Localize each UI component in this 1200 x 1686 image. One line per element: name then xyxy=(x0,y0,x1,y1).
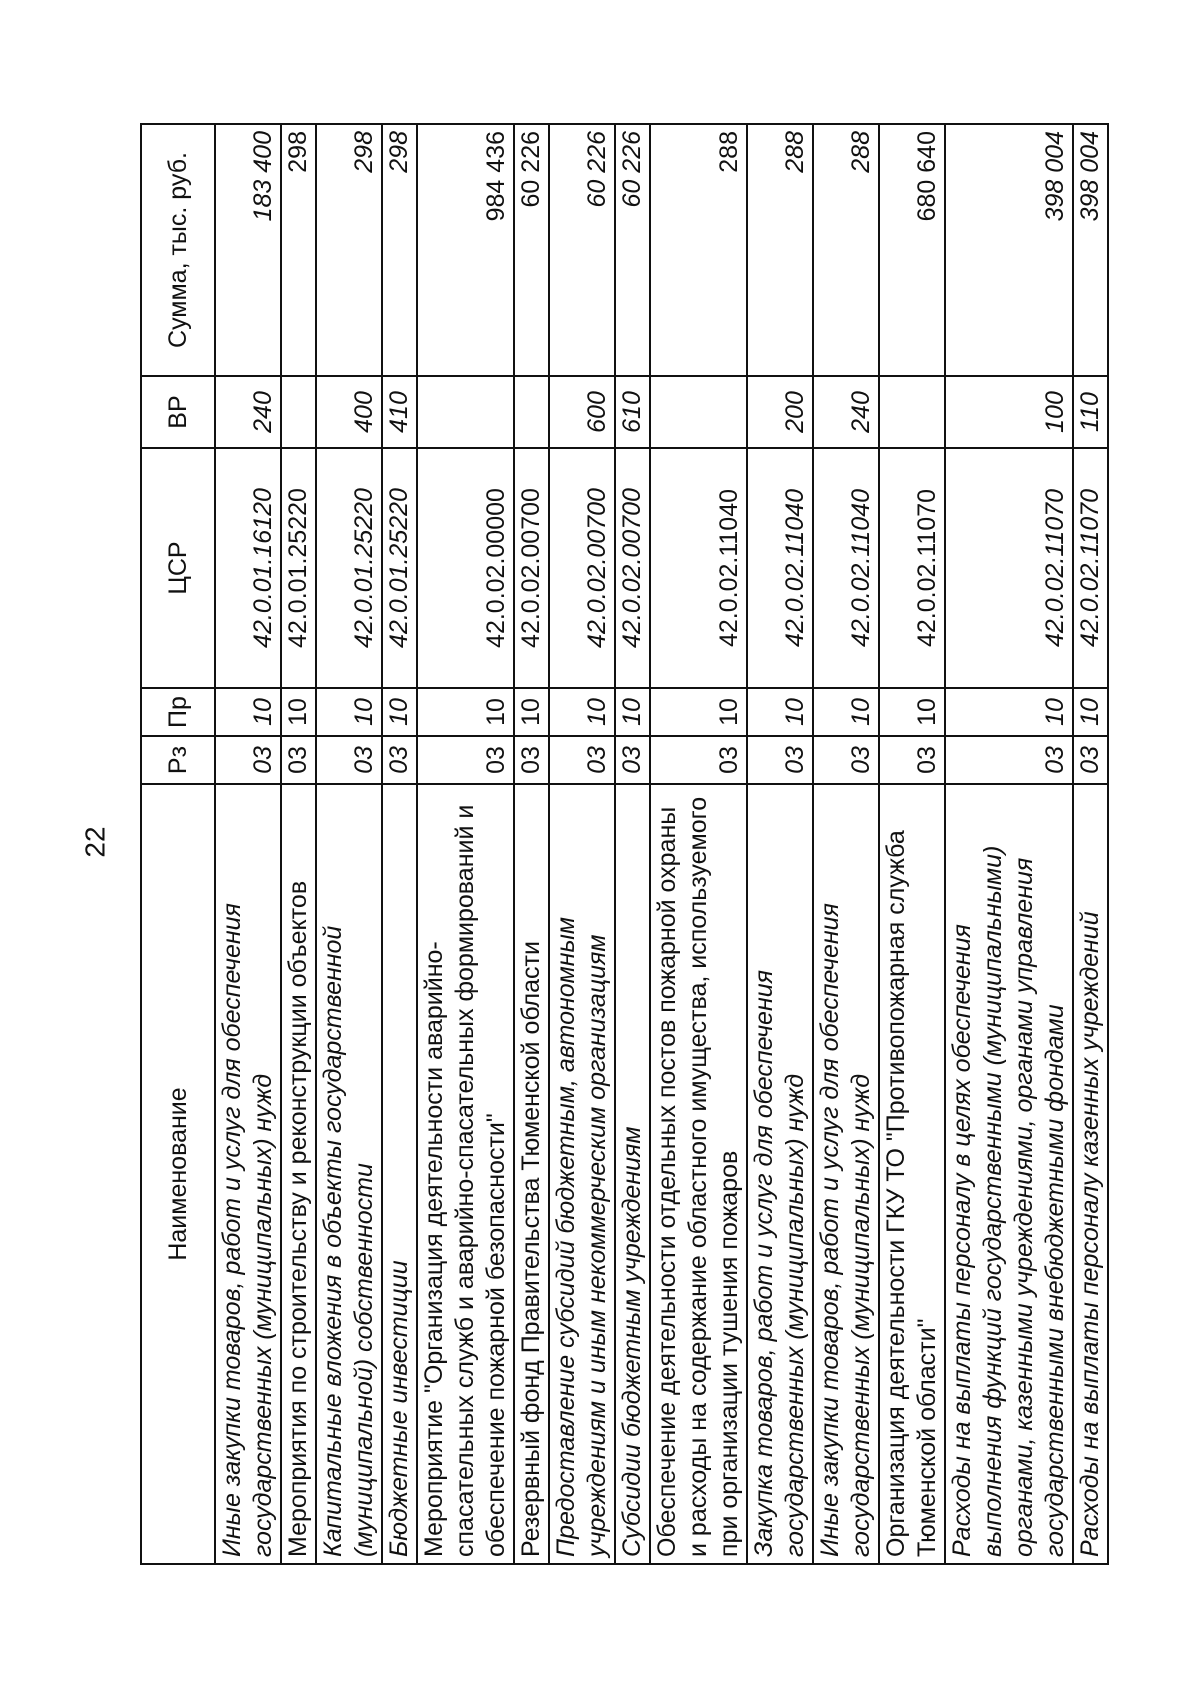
cell-csr: 42.0.01.25220 xyxy=(316,448,382,688)
cell-sum: 60 226 xyxy=(514,124,549,376)
table-row xyxy=(879,124,945,1564)
table-row xyxy=(417,124,514,1564)
cell-sum: 60 226 xyxy=(615,124,650,376)
cell-rz: 03 xyxy=(281,736,316,784)
cell-pr: 10 xyxy=(945,688,1073,736)
cell-csr: 42.0.01.25220 xyxy=(382,448,417,688)
table-row xyxy=(549,124,615,1564)
cell-csr: 42.0.02.11070 xyxy=(945,448,1073,688)
cell-csr: 42.0.02.00700 xyxy=(549,448,615,688)
cell-sum: 288 xyxy=(650,124,747,376)
table-row xyxy=(316,124,382,1564)
cell-sum: 680 640 xyxy=(879,124,945,376)
table-row xyxy=(650,124,747,1564)
cell-name: Капитальные вложения в объекты государственной (муниципальной) собственности xyxy=(316,784,382,1564)
cell-vr: 110 xyxy=(1073,376,1108,448)
cell-sum: 298 xyxy=(316,124,382,376)
cell-csr: 42.0.02.00700 xyxy=(514,448,549,688)
cell-rz: 03 xyxy=(215,736,281,784)
cell-pr: 10 xyxy=(281,688,316,736)
cell-sum: 183 400 xyxy=(215,124,281,376)
page-number: 22 xyxy=(79,826,111,858)
cell-vr xyxy=(650,376,747,448)
table-row xyxy=(382,124,417,1564)
cell-csr: 42.0.02.00700 xyxy=(615,448,650,688)
cell-sum: 984 436 xyxy=(417,124,514,376)
cell-sum: 288 xyxy=(747,124,813,376)
cell-pr: 10 xyxy=(549,688,615,736)
cell-pr: 10 xyxy=(514,688,549,736)
cell-name: Резервный фонд Правительства Тюменской области xyxy=(514,784,549,1564)
table-row xyxy=(215,124,281,1564)
cell-vr: 200 xyxy=(747,376,813,448)
cell-name: Расходы на выплаты персоналу в целях обеспечения выполнения функций государственными (муниципальными) органами, казенными учреждениями, органами управления государственными внебюджетными фондами xyxy=(945,784,1073,1564)
cell-rz: 03 xyxy=(382,736,417,784)
table-body xyxy=(215,124,1108,1564)
cell-vr xyxy=(281,376,316,448)
cell-rz: 03 xyxy=(650,736,747,784)
cell-vr xyxy=(879,376,945,448)
cell-pr: 10 xyxy=(1073,688,1108,736)
cell-vr xyxy=(514,376,549,448)
cell-csr: 42.0.02.11040 xyxy=(813,448,879,688)
header-rz: Рз xyxy=(141,736,215,784)
cell-name: Предоставление субсидий бюджетным, автономным учреждениям и иным некоммерческим организациям xyxy=(549,784,615,1564)
cell-name: Бюджетные инвестиции xyxy=(382,784,417,1564)
table-row xyxy=(615,124,650,1564)
cell-csr: 42.0.01.16120 xyxy=(215,448,281,688)
header-vr: ВР xyxy=(141,376,215,448)
table-row xyxy=(514,124,549,1564)
cell-vr: 240 xyxy=(215,376,281,448)
cell-sum: 60 226 xyxy=(549,124,615,376)
table-row xyxy=(281,124,316,1564)
cell-name: Расходы на выплаты персоналу казенных учреждений xyxy=(1073,784,1108,1564)
cell-csr: 42.0.02.00000 xyxy=(417,448,514,688)
cell-sum: 298 xyxy=(281,124,316,376)
table-row xyxy=(1073,124,1108,1564)
cell-csr: 42.0.01.25220 xyxy=(281,448,316,688)
cell-pr: 10 xyxy=(615,688,650,736)
cell-vr xyxy=(417,376,514,448)
cell-csr: 42.0.02.11040 xyxy=(650,448,747,688)
cell-sum: 288 xyxy=(813,124,879,376)
cell-vr: 240 xyxy=(813,376,879,448)
table-row xyxy=(747,124,813,1564)
cell-name: Иные закупки товаров, работ и услуг для обеспечения государственных (муниципальных) нужд xyxy=(813,784,879,1564)
cell-name: Закупка товаров, работ и услуг для обеспечения государственных (муниципальных) нужд xyxy=(747,784,813,1564)
table-row xyxy=(813,124,879,1564)
header-sum: Сумма, тыс. руб. xyxy=(141,124,215,376)
cell-name: Обеспечение деятельности отдельных постов пожарной охраны и расходы на содержание областного имущества, используемого при организации тушения пожаров xyxy=(650,784,747,1564)
cell-name: Субсидии бюджетным учреждениям xyxy=(615,784,650,1564)
cell-vr: 400 xyxy=(316,376,382,448)
cell-pr: 10 xyxy=(316,688,382,736)
cell-pr: 10 xyxy=(215,688,281,736)
cell-rz: 03 xyxy=(813,736,879,784)
budget-table xyxy=(140,123,1109,1565)
cell-vr: 600 xyxy=(549,376,615,448)
cell-vr: 100 xyxy=(945,376,1073,448)
cell-name: Мероприятия по строительству и реконструкции объектов xyxy=(281,784,316,1564)
rotated-page-content xyxy=(140,125,1104,1565)
table-row xyxy=(945,124,1073,1564)
header-name: Наименование xyxy=(141,784,215,1564)
cell-pr: 10 xyxy=(813,688,879,736)
cell-name: Мероприятие "Организация деятельности аварийно-спасательных служб и аварийно-спасательных формирований и обеспечение пожарной безопасности" xyxy=(417,784,514,1564)
cell-pr: 10 xyxy=(417,688,514,736)
cell-pr: 10 xyxy=(382,688,417,736)
table-header-row xyxy=(141,124,215,1564)
cell-rz: 03 xyxy=(316,736,382,784)
cell-vr: 610 xyxy=(615,376,650,448)
cell-sum: 298 xyxy=(382,124,417,376)
cell-sum: 398 004 xyxy=(1073,124,1108,376)
cell-pr: 10 xyxy=(747,688,813,736)
cell-sum: 398 004 xyxy=(945,124,1073,376)
cell-pr: 10 xyxy=(650,688,747,736)
cell-rz: 03 xyxy=(514,736,549,784)
cell-rz: 03 xyxy=(615,736,650,784)
cell-vr: 410 xyxy=(382,376,417,448)
header-pr: Пр xyxy=(141,688,215,736)
cell-name: Организация деятельности ГКУ ТО "Противопожарная служба Тюменской области" xyxy=(879,784,945,1564)
cell-csr: 42.0.02.11040 xyxy=(747,448,813,688)
table-rotator xyxy=(140,125,1104,1565)
cell-rz: 03 xyxy=(1073,736,1108,784)
cell-rz: 03 xyxy=(879,736,945,784)
cell-rz: 03 xyxy=(549,736,615,784)
cell-csr: 42.0.02.11070 xyxy=(1073,448,1108,688)
header-csr: ЦСР xyxy=(141,448,215,688)
cell-rz: 03 xyxy=(945,736,1073,784)
cell-rz: 03 xyxy=(417,736,514,784)
cell-name: Иные закупки товаров, работ и услуг для обеспечения государственных (муниципальных) нужд xyxy=(215,784,281,1564)
cell-rz: 03 xyxy=(747,736,813,784)
cell-csr: 42.0.02.11070 xyxy=(879,448,945,688)
cell-pr: 10 xyxy=(879,688,945,736)
